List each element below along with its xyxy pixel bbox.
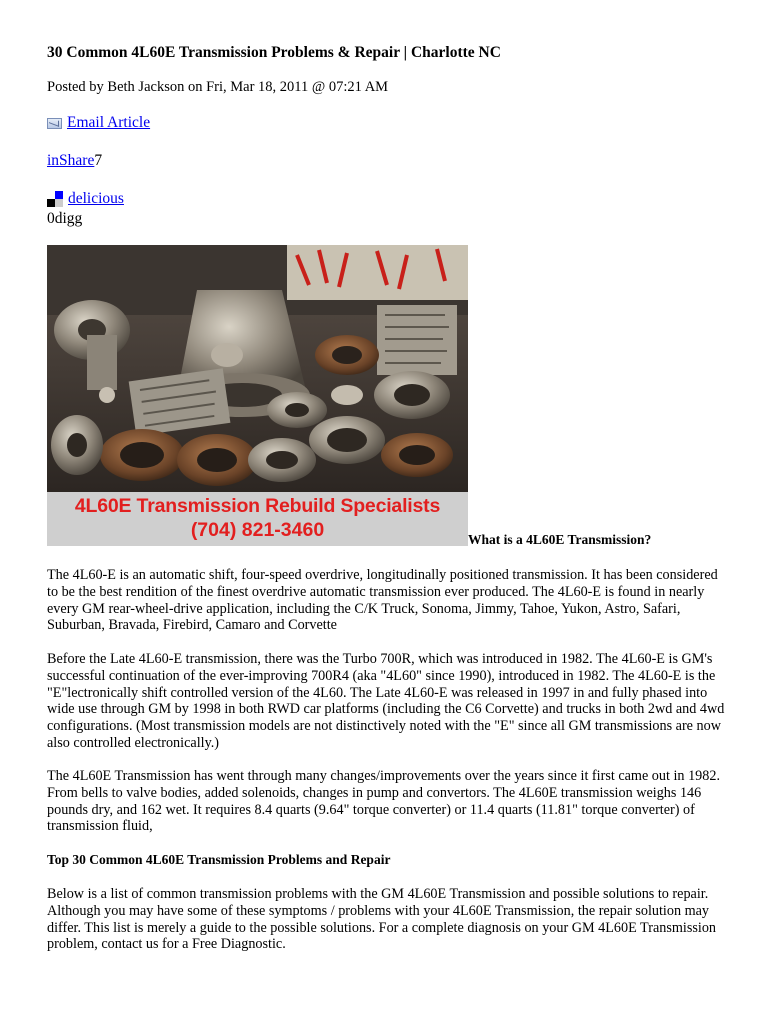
banner-phone: (704) 821-3460	[190, 519, 325, 541]
email-article-row	[47, 114, 150, 132]
rebuild-specialists-banner	[47, 492, 468, 546]
transmission-parts-illustration	[47, 245, 468, 492]
paragraph-history: Before the Late 4L60-E transmission, there was the Turbo 700R, which was introduced in 1982. The 4L60-E is GM's successful continuation of the ever-improving 700R4 (aka "4L60" since 1990), introduced in 1982. The 4L60-E is the "E"lectronically shift controlled version of the 4L60. The Late 4L60-E was released in 1997 in and fully phased into wide use through GM by 1998 in both RWD car platforms (including the C6 Corvette) and trucks in both 2wd and 4wd configurations. (Most transmission models are not distinctively noted with the "E" since all GM transmissions are now also controlled electronically.)	[47, 651, 725, 751]
share-count: 7	[94, 152, 103, 169]
linkedin-share-row	[47, 152, 102, 170]
article-byline: Posted by Beth Jackson on Fri, Mar 18, 2011 @ 07:21 AM	[47, 79, 389, 95]
paragraph-intro-list: Below is a list of common transmission problems with the GM 4L60E Transmission and possible solutions to repair. Although you may have some of these symptoms / problems with your 4L60E Transmission, the repair solution may differ. This list is merely a guide to the possible solutions. For a complete diagnosis on your GM 4L60E Transmission problem, contact us for a Free Diagnostic.	[47, 886, 717, 953]
digg-count: 0digg	[47, 210, 83, 227]
paragraph-specs: The 4L60E Transmission has went through many changes/improvements over the years since it first came out in 1982. From bells to valve bodies, added solenoids, changes in pump and convertors. The 4L60E transmission weighs 146 pounds dry, and 162 wet. It requires 8.4 quarts (9.64" torque converter) or 11.4 quarts (11.81" torque converter) of transmission fluid,	[47, 768, 720, 835]
paragraph-overview: The 4L60-E is an automatic shift, four-speed overdrive, longitudinally positioned transmission. It has been considered to be the best rendition of the finest overdrive automatic transmission ever produced. The 4L60-E is found in nearly every GM rear-wheel-drive application, including the C/K Truck, Sonoma, Jimmy, Tahoe, Yukon, Astro, Safari, Suburban, Bravada, Firebird, Camaro and Corvette	[47, 567, 718, 634]
banner-headline: 4L60E Transmission Rebuild Specialists	[74, 495, 441, 517]
email-article-link[interactable]: Email Article	[67, 114, 151, 131]
email-icon[interactable]	[47, 118, 62, 129]
delicious-row	[47, 190, 124, 208]
transmission-parts-photo	[47, 245, 468, 546]
inshare-link[interactable]: inShare	[47, 152, 95, 169]
article-title: 30 Common 4L60E Transmission Problems & Repair | Charlotte NC	[47, 44, 501, 61]
delicious-link[interactable]: delicious	[68, 190, 124, 207]
section-heading-what-is: What is a 4L60E Transmission?	[468, 532, 652, 547]
section-heading-top-30: Top 30 Common 4L60E Transmission Problems and Repair	[47, 852, 391, 867]
delicious-icon[interactable]	[47, 191, 63, 207]
